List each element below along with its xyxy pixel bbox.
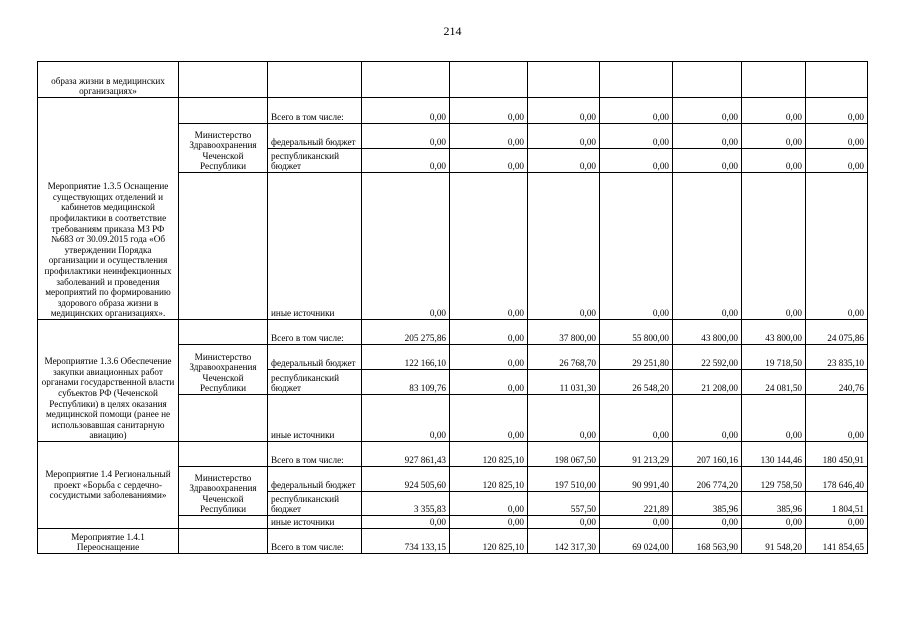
executor-cell: Министерство Здравоохранения Чеченской Республики [179, 467, 268, 516]
value-cell: 0,00 [450, 345, 528, 370]
value-cell: 0,00 [600, 98, 673, 124]
source-cell: федеральный бюджет [268, 345, 362, 370]
value-cell: 0,00 [806, 516, 868, 529]
value-cell: 0,00 [742, 149, 806, 173]
value-cell: 0,00 [528, 516, 600, 529]
measure-name: Мероприятие 1.3.5 Оснащение существующих отделений и кабинетов медицинской профилактики в соответствие требованиям приказа МЗ РФ №683 от 30.09.2015 года «Об утверждении Порядка организации и осуществления профилактики неинфекционных заболеваний и проведения мероприятий по формированию здорового образа жизни в медицинских организациях». [38, 98, 179, 320]
value-cell: 557,50 [528, 492, 600, 516]
value-cell: 0,00 [450, 98, 528, 124]
value-cell: 120 825,10 [450, 442, 528, 467]
value-cell: 924 505,60 [362, 467, 450, 492]
value-cell: 23 835,10 [806, 345, 868, 370]
source-cell: республиканский бюджет [268, 149, 362, 173]
value-cell: 120 825,10 [450, 529, 528, 554]
value-cell: 0,00 [806, 149, 868, 173]
value-cell: 221,89 [600, 492, 673, 516]
budget-table [37, 61, 868, 554]
value-cell: 26 548,20 [600, 370, 673, 395]
value-cell: 55 800,00 [600, 320, 673, 345]
value-cell: 178 646,40 [806, 467, 868, 492]
value-cell: 83 109,76 [362, 370, 450, 395]
value-cell: 0,00 [450, 370, 528, 395]
value-cell: 240,76 [806, 370, 868, 395]
value-cell: 0,00 [673, 395, 742, 442]
value-cell: 927 861,43 [362, 442, 450, 467]
table-row [38, 442, 868, 467]
value-cell: 24 075,86 [806, 320, 868, 345]
measure-name: Мероприятие 1.4.1 Переоснащение [38, 529, 179, 554]
value-cell: 385,96 [673, 492, 742, 516]
value-cell: 0,00 [528, 149, 600, 173]
value-cell: 0,00 [450, 516, 528, 529]
value-cell: 21 208,00 [673, 370, 742, 395]
source-cell: иные источники [268, 516, 362, 529]
value-cell: 142 317,30 [528, 529, 600, 554]
page-number: 214 [443, 24, 462, 38]
value-cell: 0,00 [450, 395, 528, 442]
value-cell: 0,00 [673, 124, 742, 149]
table-row [38, 529, 868, 554]
value-cell: 0,00 [742, 98, 806, 124]
source-cell: Всего в том числе: [268, 442, 362, 467]
value-cell: 0,00 [673, 516, 742, 529]
value-cell: 0,00 [362, 395, 450, 442]
value-cell: 120 825,10 [450, 467, 528, 492]
value-cell: 0,00 [742, 124, 806, 149]
value-cell: 0,00 [673, 149, 742, 173]
value-cell: 0,00 [600, 395, 673, 442]
executor-cell: Министерство Здравоохранения Чеченской Республики [179, 345, 268, 395]
value-cell: 385,96 [742, 492, 806, 516]
source-cell: иные источники [268, 395, 362, 442]
measure-name: Мероприятие 1.3.6 Обеспечение закупки авиационных работ органами государственной власти субъектов РФ (Чеченской Республики) в целях оказания медицинской помощи (ранее не использовавшая санитарную авиацию) [38, 320, 179, 442]
value-cell: 0,00 [742, 516, 806, 529]
value-cell: 0,00 [600, 516, 673, 529]
value-cell: 69 024,00 [600, 529, 673, 554]
table-row [38, 98, 868, 124]
value-cell: 0,00 [528, 124, 600, 149]
value-cell: 0,00 [362, 124, 450, 149]
source-cell: федеральный бюджет [268, 467, 362, 492]
value-cell: 141 854,65 [806, 529, 868, 554]
value-cell: 180 450,91 [806, 442, 868, 467]
value-cell: 0,00 [742, 395, 806, 442]
value-cell: 0,00 [528, 395, 600, 442]
value-cell: 11 031,30 [528, 370, 600, 395]
value-cell: 130 144,46 [742, 442, 806, 467]
value-cell: 0,00 [673, 98, 742, 124]
value-cell: 0,00 [362, 173, 450, 320]
value-cell: 43 800,00 [673, 320, 742, 345]
value-cell: 90 991,40 [600, 467, 673, 492]
value-cell: 0,00 [450, 492, 528, 516]
table-row [38, 320, 868, 345]
source-cell: федеральный бюджет [268, 124, 362, 149]
value-cell: 24 081,50 [742, 370, 806, 395]
value-cell: 0,00 [528, 98, 600, 124]
value-cell: 0,00 [528, 173, 600, 320]
value-cell: 1 804,51 [806, 492, 868, 516]
value-cell: 197 510,00 [528, 467, 600, 492]
value-cell: 26 768,70 [528, 345, 600, 370]
value-cell: 0,00 [450, 149, 528, 173]
value-cell: 29 251,80 [600, 345, 673, 370]
value-cell: 0,00 [742, 173, 806, 320]
value-cell: 3 355,83 [362, 492, 450, 516]
executor-cell: Министерство Здравоохранения Чеченской Республики [179, 124, 268, 173]
source-cell: Всего в том числе: [268, 98, 362, 124]
value-cell: 0,00 [450, 124, 528, 149]
value-cell: 0,00 [450, 173, 528, 320]
value-cell: 0,00 [362, 98, 450, 124]
value-cell: 0,00 [806, 173, 868, 320]
value-cell: 0,00 [362, 516, 450, 529]
value-cell: 122 166,10 [362, 345, 450, 370]
value-cell: 0,00 [600, 149, 673, 173]
value-cell: 168 563,90 [673, 529, 742, 554]
source-cell: иные источники [268, 173, 362, 320]
measure-name: Мероприятие 1.4 Региональный проект «Борьба с сердечно-сосудистыми заболеваниями» [38, 442, 179, 529]
value-cell: 0,00 [673, 173, 742, 320]
value-cell: 91 548,20 [742, 529, 806, 554]
value-cell: 207 160,16 [673, 442, 742, 467]
value-cell: 205 275,86 [362, 320, 450, 345]
value-cell: 43 800,00 [742, 320, 806, 345]
value-cell: 198 067,50 [528, 442, 600, 467]
value-cell: 0,00 [450, 320, 528, 345]
source-cell: Всего в том числе: [268, 320, 362, 345]
value-cell: 129 758,50 [742, 467, 806, 492]
value-cell: 91 213,29 [600, 442, 673, 467]
source-cell: Всего в том числе: [268, 529, 362, 554]
value-cell: 0,00 [600, 173, 673, 320]
measure-name: образа жизни в медицинских организациях» [38, 62, 179, 98]
value-cell: 206 774,20 [673, 467, 742, 492]
table-row [38, 62, 868, 98]
value-cell: 0,00 [600, 124, 673, 149]
source-cell: республиканский бюджет [268, 492, 362, 516]
value-cell: 0,00 [806, 124, 868, 149]
value-cell: 0,00 [806, 395, 868, 442]
value-cell: 37 800,00 [528, 320, 600, 345]
value-cell: 19 718,50 [742, 345, 806, 370]
value-cell: 0,00 [362, 149, 450, 173]
value-cell: 22 592,00 [673, 345, 742, 370]
value-cell: 0,00 [806, 98, 868, 124]
source-cell: республиканский бюджет [268, 370, 362, 395]
value-cell: 734 133,15 [362, 529, 450, 554]
